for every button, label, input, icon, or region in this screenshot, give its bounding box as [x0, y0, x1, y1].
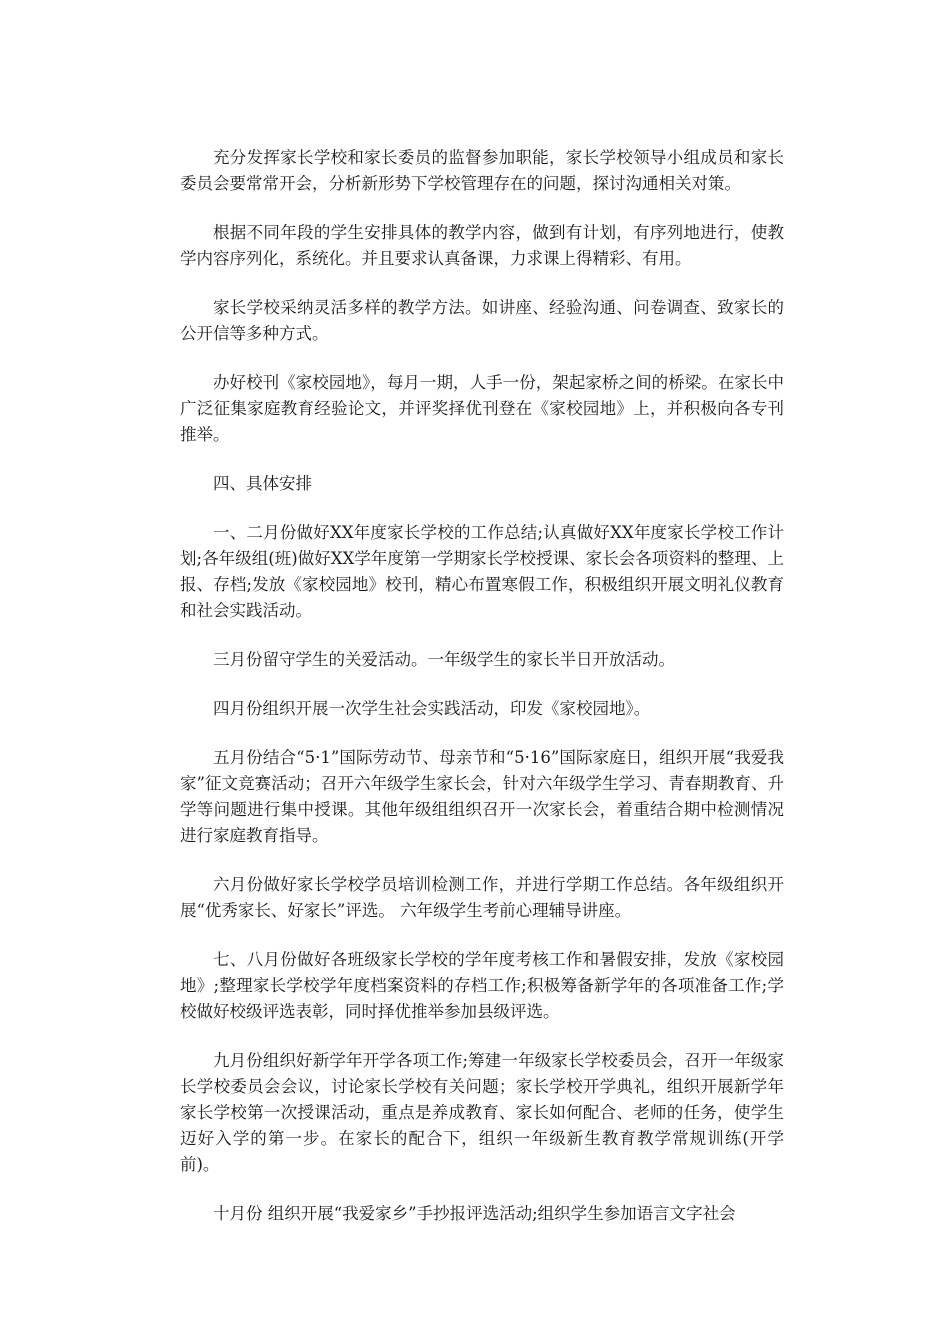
paragraph-jul-aug: 七、八月份做好各班级家长学校的学年度考核工作和暑假安排，发放《家校园地》;整理家长学校学年度档案资料的存档工作;积极筹备新学年的各项准备工作;学校做好校级评选表彰，同时择优推举参加县级评选。 [180, 950, 784, 1021]
paragraph-september: 九月份组织好新学年开学各项工作;筹建一年级家长学校委员会，召开一年级家长学校委员会会议，讨论家长学校有关问题；家长学校开学典礼，组织开展新学年家长学校第一次授课活动，重点是养成教育、家长如何配合、老师的任务，使学生迈好入学的第一步。在家长的配合下，组织一年级新生教育教学常规训练(开学前)。 [180, 1051, 784, 1174]
paragraph-may: 五月份结合“5·1”国际劳动节、母亲节和“5·16”国际家庭日，组织开展“我爱我家”征文竞赛活动；召开六年级学生家长会，针对六年级学生学习、青春期教育、升学等问题进行集中授课。其他年级组组织召开一次家长会，着重结合期中检测情况进行家庭教育指导。 [180, 748, 784, 845]
paragraph-school-journal: 办好校刊《家校园地》，每月一期，人手一份，架起家桥之间的桥梁。在家长中广泛征集家庭教育经验论文，并评奖择优刊登在《家校园地》上，并积极向各专刊推举。 [180, 373, 784, 444]
paragraph-march: 三月份留守学生的关爱活动。一年级学生的家长半日开放活动。 [213, 650, 675, 669]
paragraph-october: 十月份 组织开展“我爱家乡”手抄报评选活动;组织学生参加语言文字社会 [213, 1204, 736, 1223]
paragraph-teaching-methods: 家长学校采纳灵活多样的教学方法。如讲座、经验沟通、问卷调查、致家长的公开信等多种方式。 [180, 298, 784, 343]
paragraph-supervision: 充分发挥家长学校和家长委员的监督参加职能，家长学校领导小组成员和家长委员会要常常开会，分析新形势下学校管理存在的问题，探讨沟通相关对策。 [180, 148, 784, 193]
paragraph-june: 六月份做好家长学校学员培训检测工作，并进行学期工作总结。各年级组织开展“优秀家长、好家长”评选。 六年级学生考前心理辅导讲座。 [180, 875, 784, 920]
paragraph-april: 四月份组织开展一次学生社会实践活动，印发《家校园地》。 [213, 699, 651, 718]
paragraph-jan-feb: 一、二月份做好XX年度家长学校的工作总结;认真做好XX年度家长学校工作计划;各年级组(班)做好XX学年度第一学期家长学校授课、家长会各项资料的整理、上报、存档;发放《家校园地》校刊，精心布置寒假工作，积极组织开展文明礼仪教育和社会实践活动。 [180, 523, 784, 620]
document-body [180, 145, 784, 1250]
paragraph-teaching-content: 根据不同年段的学生安排具体的教学内容，做到有计划，有序列地进行，使教学内容序列化，系统化。并且要求认真备课，力求课上得精彩、有用。 [180, 223, 784, 268]
section-heading: 四、具体安排 [213, 474, 312, 493]
